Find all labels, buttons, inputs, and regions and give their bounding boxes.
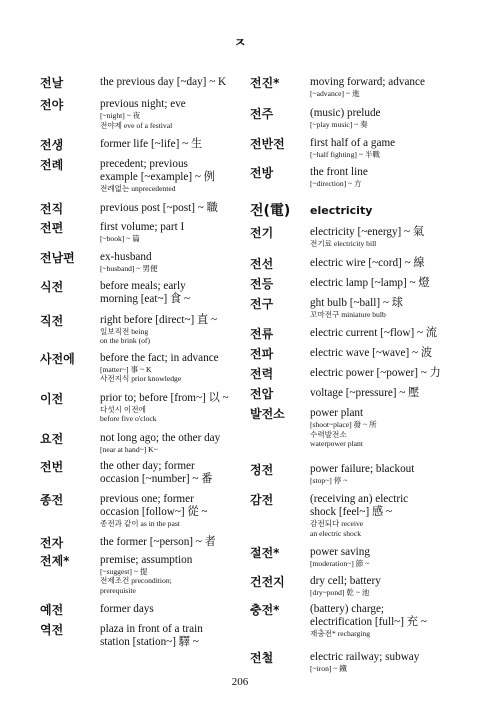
section-headword: 전(電): [250, 203, 291, 219]
etymology-line: [dry~pond] 乾 ~ 池: [310, 587, 370, 597]
entry-body: [100, 603, 245, 616]
example-line: on the brink (of): [100, 336, 150, 345]
entry-body: [100, 554, 245, 596]
entry-body: [310, 347, 455, 360]
headword: 식전: [40, 279, 64, 294]
entry-body: [100, 536, 245, 549]
entry-body: [310, 257, 455, 270]
headword: 건전지: [250, 574, 285, 589]
example-line: 다섯시 이전에: [100, 404, 146, 414]
dictionary-entry: [40, 554, 245, 596]
entry-body: [310, 651, 455, 674]
entry-body: [100, 493, 245, 529]
dictionary-entry: [250, 603, 455, 639]
dictionary-entry: [40, 98, 245, 130]
example-line: 수력발전소: [310, 429, 347, 439]
entry-body: [100, 432, 245, 455]
definition-line: previous post [~post] ~ 職: [100, 201, 218, 214]
headword: 전력: [250, 367, 274, 381]
headword: 전자: [40, 535, 64, 550]
etymology-line: [~iron] ~ 鐵: [310, 663, 347, 673]
example-line: 전기료 electricity bill: [310, 239, 377, 248]
dictionary-entry: [250, 347, 455, 361]
headword: 전야: [40, 98, 64, 112]
entry-body: [100, 314, 245, 346]
entry-body: [100, 460, 245, 486]
definition-line: right before [direct~] 直 ~: [100, 313, 218, 326]
entry-body: [310, 327, 455, 340]
definition-line: the former [~person] ~ 者: [100, 535, 216, 548]
dictionary-entry: [40, 460, 245, 486]
entry-body: [310, 463, 455, 486]
definition-line: shock [feel~] 感 ~: [310, 506, 392, 518]
headword: 전주: [250, 106, 274, 121]
headword: 발전소: [250, 407, 285, 421]
headword: 역전: [40, 623, 64, 637]
dictionary-entry: [250, 107, 455, 130]
headword: 전례: [40, 158, 64, 172]
definition-line: previous one; former: [100, 493, 194, 505]
example-line: 전야제 eve of a festival: [100, 120, 173, 130]
headword: 직전: [40, 313, 64, 328]
etymology-line: [near at hand~] K~: [100, 444, 158, 454]
headword: 전진*: [250, 76, 280, 90]
entry-body: [310, 493, 455, 538]
dictionary-entry: [40, 138, 245, 152]
entry-body: [100, 221, 245, 244]
right-column: [250, 76, 455, 673]
etymology-line: [~advance] ~ 進: [310, 89, 360, 98]
dictionary-entry: [40, 221, 245, 244]
definition-line: power saving: [310, 546, 370, 558]
etymology-line: [~direction] ~ 方: [310, 178, 362, 188]
dictionary-entry: [250, 297, 455, 320]
headword: 전구: [250, 296, 274, 311]
headword: 사전에: [40, 351, 75, 366]
page-number: 206: [231, 676, 249, 688]
definition-line: plaza in front of a train: [100, 623, 203, 635]
entry-body: [310, 76, 455, 99]
entry-body: [310, 166, 455, 189]
entry-body: [310, 407, 455, 449]
dictionary-entry: [250, 202, 455, 220]
entry-body: [100, 251, 245, 274]
dictionary-entry: [250, 257, 455, 271]
definition-line: electric railway; subway: [310, 650, 420, 663]
example-line: 전례없는 unprecedented: [100, 184, 176, 193]
definition-line: electric current [~flow] ~ 流: [310, 327, 438, 339]
dictionary-entry: [250, 166, 455, 189]
headword: 전편: [40, 220, 64, 235]
headword: 전기: [250, 226, 274, 240]
dictionary-entry: [40, 202, 245, 216]
definition-line: ex-husband: [100, 251, 152, 263]
definition-line: first half of a game: [310, 137, 396, 149]
definition-line: prior to; before [from~] 以 ~: [100, 391, 229, 404]
dictionary-entry: [250, 226, 455, 249]
dictionary-entry: [250, 76, 455, 99]
dictionary-entry: [250, 367, 455, 381]
headword: 전직: [40, 201, 64, 216]
example-line: 사전지식 prior knowledge: [100, 374, 182, 383]
etymology-line: [~play music] ~ 奏: [310, 119, 368, 129]
definition-line: electric lamp [~lamp] ~ 燈: [310, 276, 430, 289]
etymology-line: [~book] ~ 篇: [100, 233, 140, 243]
definition-line: former life [~life] ~ 生: [100, 138, 203, 150]
dictionary-entry: [250, 407, 455, 449]
dictionary-entry: [40, 392, 245, 424]
dictionary-entry: [250, 137, 455, 160]
dictionary-entry: [250, 387, 455, 401]
example-line: waterpower plant: [310, 439, 363, 448]
entry-body: [100, 392, 245, 424]
definition-line: premise; assumption: [100, 553, 193, 566]
headword: 전등: [250, 276, 274, 291]
headword: 종전: [40, 493, 64, 507]
entry-body: [310, 137, 455, 160]
dictionary-entry: [250, 546, 455, 569]
definition-line: occasion [follow~] 從 ~: [100, 506, 208, 518]
entry-body: [100, 202, 245, 215]
etymology-line: [moderation~] 節 ~: [310, 559, 370, 568]
headword: 전날: [40, 76, 64, 90]
headword: 전방: [250, 165, 274, 180]
entry-body: [310, 277, 455, 290]
entry-body: [310, 297, 455, 320]
definition-line: electric power [~power] ~ 力: [310, 367, 441, 379]
entry-body: [100, 76, 245, 89]
entry-body: [310, 387, 455, 400]
dictionary-entry: [40, 251, 245, 274]
definition-line: ght bulb [~ball] ~ 球: [310, 296, 403, 309]
entry-body: [100, 623, 245, 649]
dictionary-entry: [40, 352, 245, 384]
definition-line: the other day; former: [100, 460, 195, 472]
entry-body: [310, 575, 455, 598]
entry-body: [100, 158, 245, 194]
headword: 전파: [250, 347, 274, 361]
definition-line: (receiving an) electric: [310, 493, 409, 505]
example-line: an electric shock: [310, 528, 362, 538]
dictionary-entry: [250, 651, 455, 674]
dictionary-entry: [40, 536, 245, 550]
definition-line: not long ago; the other day: [100, 431, 221, 444]
definition-line: example [~example] ~ 例: [100, 171, 215, 183]
headword: 이전: [40, 391, 64, 406]
entry-body: [310, 603, 455, 639]
definition-line: electric wire [~cord] ~ 線: [310, 256, 425, 269]
dictionary-entry: [40, 623, 245, 649]
etymology-line: [~night] ~ 夜: [100, 111, 141, 120]
dictionary-entry: [250, 575, 455, 598]
definition-line: former days: [100, 603, 154, 615]
definition-line: power failure; blackout: [310, 462, 415, 475]
definition-line: the previous day [~day] ~ K: [100, 76, 227, 88]
definition-line: precedent; previous: [100, 158, 188, 170]
etymology-line: [shoot~place] 發 ~ 所: [310, 420, 377, 429]
etymology-line: [~husband] ~ 男便: [100, 264, 158, 273]
definition-line: power plant: [310, 407, 364, 419]
dictionary-entry: [40, 603, 245, 617]
definition-line: electrification [full~] 充 ~: [310, 616, 427, 628]
dictionary-entry: [250, 327, 455, 341]
dictionary-entry: [40, 280, 245, 306]
dictionary-entry: [40, 493, 245, 529]
dictionary-entry: [40, 432, 245, 455]
example-line: 종전과 같이 as in the past: [100, 519, 180, 528]
entry-body: [310, 367, 455, 380]
entry-body: [100, 138, 245, 151]
definition-line: moving forward; advance: [310, 76, 425, 88]
example-line: 일보직전 being: [100, 326, 149, 336]
entry-body: [310, 546, 455, 569]
example-line: prerequisite: [100, 585, 136, 595]
definition-line: electric wave [~wave] ~ 波: [310, 347, 433, 359]
headword: 절전*: [250, 546, 280, 560]
headword: 예전: [40, 603, 64, 617]
example-line: 전제조건 precondition;: [100, 576, 172, 585]
etymology-line: [stop~] 停 ~: [310, 475, 348, 485]
entry-body: [310, 202, 455, 220]
dictionary-entry: [40, 314, 245, 346]
example-line: 감전되다 receive: [310, 519, 364, 528]
entry-body: [100, 98, 245, 130]
dictionary-entry: [250, 493, 455, 538]
definition-line: (music) prelude: [310, 106, 381, 119]
entry-body: [310, 226, 455, 249]
dictionary-entry: [250, 463, 455, 486]
definition-line: occasion [~number] ~ 番: [100, 473, 213, 485]
definition-line: station [station~] 驛 ~: [100, 636, 199, 648]
definition-line: morning [eat~] 食 ~: [100, 292, 191, 305]
section-title: electricity: [310, 204, 373, 217]
example-line: before five o'clock: [100, 414, 157, 423]
etymology-line: [matter~] 事 ~ K: [100, 364, 152, 374]
headword: 전번: [40, 460, 64, 474]
headword: 전제*: [40, 553, 70, 568]
example-line: 재충전* recharging: [310, 629, 371, 638]
definition-line: before the fact; in advance: [100, 351, 219, 364]
headword: 요전: [40, 431, 64, 446]
page-header: ㅈ: [233, 35, 247, 50]
headword: 전생: [40, 138, 64, 152]
headword: 충전*: [250, 603, 280, 617]
definition-line: the front line: [310, 165, 368, 178]
headword: 감전: [250, 493, 274, 507]
headword: 전철: [250, 650, 274, 665]
definition-line: dry cell; battery: [310, 574, 381, 587]
etymology-line: [~half fighting] ~ 半戰: [310, 150, 381, 159]
headword: 전류: [250, 327, 274, 341]
dictionary-entry: [250, 277, 455, 291]
left-column: [40, 76, 245, 649]
headword: 전반전: [250, 137, 285, 151]
entry-body: [100, 352, 245, 384]
definition-line: voltage [~pressure] ~ 壓: [310, 387, 420, 399]
entry-body: [100, 280, 245, 306]
headword: 전남편: [40, 251, 75, 265]
headword: 전선: [250, 256, 274, 271]
headword: 전압: [250, 387, 274, 401]
definition-line: (battery) charge;: [310, 603, 385, 615]
entry-body: [310, 107, 455, 130]
definition-line: previous night; eve: [100, 98, 186, 110]
etymology-line: [~suggest] ~ 提: [100, 566, 148, 576]
definition-line: electricity [~energy] ~ 氣: [310, 226, 425, 238]
definition-line: before meals; early: [100, 279, 186, 292]
headword: 정전: [250, 462, 274, 477]
dictionary-entry: [40, 76, 245, 90]
dictionary-entry: [40, 158, 245, 194]
definition-line: first volume; part I: [100, 220, 185, 233]
example-line: 꼬마전구 miniature bulb: [310, 309, 386, 319]
